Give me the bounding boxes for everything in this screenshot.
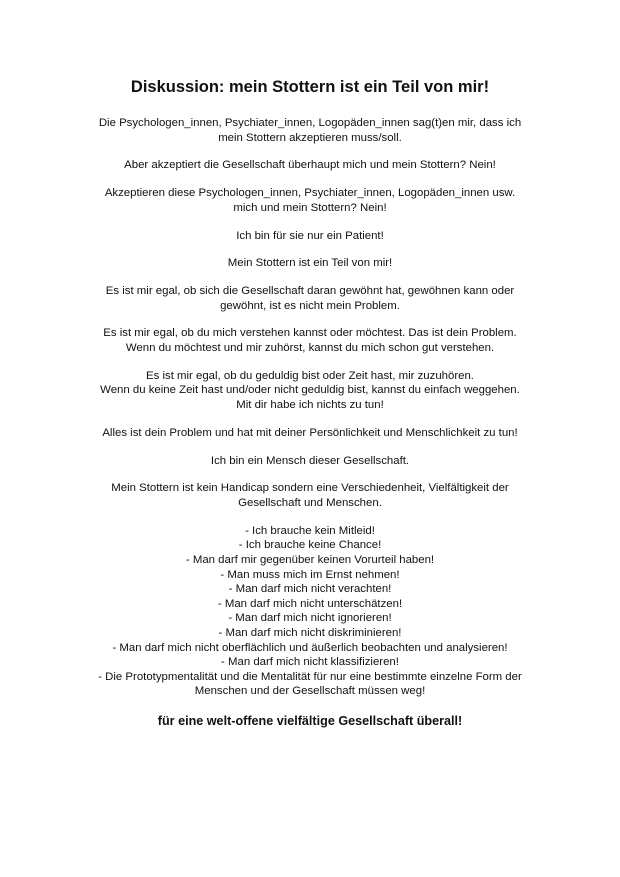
list-item: - Man darf mich nicht diskriminieren! — [218, 626, 402, 639]
paragraph-line: Mit dir habe ich nichts zu tun! — [236, 399, 384, 412]
paragraph — [60, 158, 560, 173]
paragraph — [60, 116, 560, 145]
list-item: - Man darf mich nicht verachten! — [228, 583, 392, 596]
paragraph-line: Akzeptieren diese Psychologen_innen, Psychiater_innen, Logopäden_innen usw. — [104, 187, 516, 200]
paragraph — [60, 186, 560, 215]
list-item: - Man darf mich nicht unterschätzen! — [217, 597, 403, 610]
list-item: Menschen und der Gesellschaft müssen weg! — [194, 685, 426, 698]
paragraph — [60, 481, 560, 510]
paragraph-line: Ich bin ein Mensch dieser Gesellschaft. — [210, 454, 410, 467]
paragraph — [60, 369, 560, 413]
paragraph — [60, 256, 560, 271]
paragraph — [60, 426, 560, 441]
paragraph — [60, 229, 560, 244]
closing-statement: für eine welt-offene vielfältige Gesellschaft überall! — [157, 713, 463, 728]
paragraph-line: Aber akzeptiert die Gesellschaft überhaupt mich und mein Stottern? Nein! — [124, 159, 496, 172]
list-item: - Man darf mich nicht ignorieren! — [228, 612, 392, 625]
paragraph-line: mein Stottern akzeptieren muss/soll. — [218, 131, 402, 144]
paragraph-line: mich und mein Stottern? Nein! — [233, 201, 387, 214]
list-item: - Man darf mich nicht oberflächlich und äußerlich beobachten und analysieren! — [112, 641, 508, 654]
paragraph-line: Gesellschaft und Menschen. — [238, 496, 382, 509]
list-item: - Ich brauche kein Mitleid! — [245, 524, 375, 537]
paragraph-line: gewöhnt, ist es nicht mein Problem. — [220, 299, 400, 312]
paragraph-line: Wenn du keine Zeit hast und/oder nicht geduldig bist, kannst du einfach weggehen. — [100, 384, 520, 397]
demands-list — [50, 524, 570, 699]
list-item: - Man muss mich im Ernst nehmen! — [220, 568, 400, 581]
paragraph-line: Es ist mir egal, ob sich die Gesellschaft daran gewöhnt hat, gewöhnen kann oder — [105, 285, 515, 298]
paragraph-line: Alles ist dein Problem und hat mit deiner Persönlichkeit und Menschlichkeit zu tun! — [102, 426, 518, 439]
paragraph — [60, 454, 560, 469]
list-item: - Man darf mich nicht klassifizieren! — [221, 656, 399, 669]
list-item: - Man darf mir gegenüber keinen Vorurteil haben! — [185, 553, 435, 566]
paragraph-line: Mein Stottern ist kein Handicap sondern eine Verschiedenheit, Vielfältigkeit der — [111, 482, 509, 495]
paragraph-line: Die Psychologen_innen, Psychiater_innen, Logopäden_innen sag(t)en mir, dass ich — [98, 117, 522, 129]
paragraph — [60, 326, 560, 355]
list-item: - Ich brauche keine Chance! — [238, 539, 382, 552]
paragraph-line: Es ist mir egal, ob du geduldig bist oder Zeit hast, mir zuzuhören. — [146, 369, 474, 382]
paragraph-line: Ich bin für sie nur ein Patient! — [236, 229, 384, 242]
paragraph-line: Es ist mir egal, ob du mich verstehen kannst oder möchtest. Das ist dein Problem. — [103, 327, 517, 340]
paragraph-line: Wenn du möchtest und mir zuhörst, kannst du mich schon gut verstehen. — [125, 342, 495, 355]
paragraph — [60, 284, 560, 313]
document-title: Diskussion: mein Stottern ist ein Teil von mir! — [130, 78, 490, 96]
paragraph-line: Mein Stottern ist ein Teil von mir! — [227, 257, 393, 270]
list-item: - Die Prototypmentalität und die Mentalität für nur eine bestimmte einzelne Form der — [98, 670, 522, 683]
